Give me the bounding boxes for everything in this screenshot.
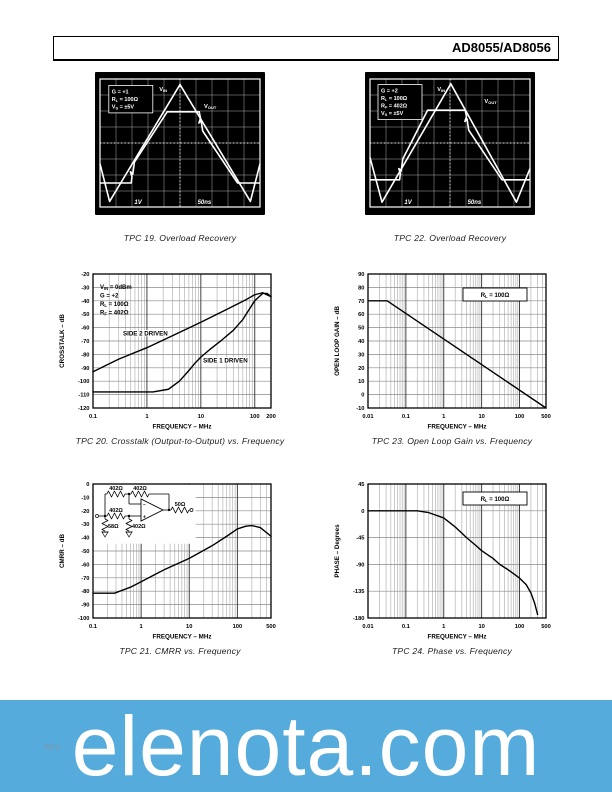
svg-text:VS = ±5V: VS = ±5V [381,111,404,118]
svg-text:-180: -180 [352,616,365,622]
svg-text:SIDE 2 DRIVEN: SIDE 2 DRIVEN [122,330,168,338]
caption-tpc19: TPC 19. Overload Recovery [123,233,237,243]
svg-text:0: 0 [361,508,365,515]
svg-text:-90: -90 [356,562,365,569]
watermark-text: elenota.com [71,699,541,792]
svg-text:0: 0 [361,392,365,399]
header-box [53,36,559,61]
svg-text:-40: -40 [81,535,90,542]
svg-text:10: 10 [478,414,485,420]
svg-text:10: 10 [197,414,205,420]
svg-text:−: − [143,502,146,509]
svg-text:10: 10 [358,379,365,386]
svg-text:1V: 1V [404,199,412,206]
chart-tpc20-crosstalk [55,268,283,436]
svg-text:CMRR – dB: CMRR – dB [59,533,66,569]
svg-text:0.01: 0.01 [362,624,374,630]
svg-text:50ns: 50ns [197,199,212,206]
svg-text:1V: 1V [134,199,142,206]
svg-text:402Ω: 402Ω [133,486,147,492]
svg-text:-50: -50 [81,312,90,319]
svg-text:1: 1 [442,624,446,630]
svg-text:30: 30 [358,352,365,359]
svg-text:100: 100 [249,414,260,420]
svg-text:500: 500 [266,624,276,630]
svg-text:500: 500 [541,414,551,420]
svg-text:-30: -30 [81,285,90,292]
svg-text:-60: -60 [81,562,90,569]
chart-tpc24-phase [330,478,558,646]
svg-text:RL = 100Ω: RL = 100Ω [100,302,129,309]
svg-text:45: 45 [358,482,365,488]
svg-text:-20: -20 [81,272,90,278]
svg-text:G = +2: G = +2 [100,293,119,300]
svg-text:1: 1 [139,624,143,630]
svg-text:-30: -30 [81,522,90,529]
svg-text:FREQUENCY – MHz: FREQUENCY – MHz [152,633,212,641]
svg-text:-135: -135 [352,589,365,596]
svg-text:-10: -10 [356,406,365,412]
svg-text:-100: -100 [77,379,90,386]
svg-text:0: 0 [86,482,90,488]
svg-text:-110: -110 [78,392,90,399]
svg-text:PHASE – Degrees: PHASE – Degrees [334,524,341,578]
caption-tpc23: TPC 23. Open Loop Gain vs. Frequency [371,436,533,446]
svg-text:+: + [143,514,146,521]
svg-text:-60: -60 [81,325,90,332]
caption-tpc21: TPC 21. CMRR vs. Frequency [119,646,241,656]
caption-tpc22: TPC 22. Overload Recovery [393,233,507,243]
svg-text:VS = ±5V: VS = ±5V [111,104,135,111]
svg-text:CROSSTALK – dB: CROSSTALK – dB [59,314,66,368]
svg-text:VOUT: VOUT [484,99,497,106]
oscilloscope-tpc19 [95,72,265,215]
svg-text:G = +2: G = +2 [381,88,398,95]
svg-text:100: 100 [514,414,525,420]
svg-text:FREQUENCY – MHz: FREQUENCY – MHz [427,423,487,431]
svg-text:10: 10 [186,624,193,630]
svg-text:RF = 402Ω: RF = 402Ω [381,103,408,110]
svg-text:50: 50 [358,325,365,332]
oscilloscope-tpc22 [365,72,535,215]
svg-text:80: 80 [358,285,365,292]
svg-text:VIN: VIN [159,87,168,94]
svg-text:-50: -50 [81,549,90,555]
svg-text:RL = 100Ω: RL = 100Ω [480,497,510,504]
svg-text:RL = 100Ω: RL = 100Ω [111,96,139,103]
svg-text:50Ω: 50Ω [174,502,186,508]
svg-text:0.1: 0.1 [89,624,97,630]
svg-text:1: 1 [442,414,446,420]
svg-text:402Ω: 402Ω [132,524,146,530]
svg-text:402Ω: 402Ω [109,486,123,492]
rev-label: REV. [44,743,62,752]
svg-text:0.1: 0.1 [401,624,410,630]
svg-text:60: 60 [358,312,365,319]
svg-text:-100: -100 [77,616,90,622]
svg-text:VOUT: VOUT [204,103,217,110]
svg-text:1: 1 [145,414,149,420]
svg-text:-45: -45 [356,535,365,542]
svg-text:70: 70 [358,298,365,305]
svg-text:RF = 402Ω: RF = 402Ω [100,310,129,317]
svg-text:-80: -80 [81,589,90,596]
svg-text:0.1: 0.1 [89,414,97,420]
svg-text:100: 100 [514,624,525,630]
svg-text:100: 100 [232,624,243,630]
svg-text:VIN = 0dBm: VIN = 0dBm [100,285,132,292]
chart-tpc23-open-loop-gain [330,268,558,436]
svg-text:-10: -10 [81,495,90,502]
svg-text:-20: -20 [81,508,90,515]
svg-text:50ns: 50ns [467,199,482,206]
svg-text:-120: -120 [77,406,90,412]
svg-text:20: 20 [358,365,365,372]
svg-text:SIDE 1 DRIVEN: SIDE 1 DRIVEN [203,357,248,365]
svg-text:-80: -80 [81,352,90,359]
svg-text:-90: -90 [81,602,90,609]
svg-text:-40: -40 [81,298,90,305]
chart-tpc21-cmrr [55,478,283,646]
svg-text:RL = 100Ω: RL = 100Ω [480,293,510,300]
caption-tpc20: TPC 20. Crosstalk (Output-to-Output) vs. Frequency [75,436,285,446]
svg-text:-70: -70 [81,339,90,345]
svg-text:402Ω: 402Ω [109,508,123,514]
svg-text:200: 200 [266,414,276,420]
svg-text:58Ω: 58Ω [108,524,119,530]
part-number-title: AD8055/AD8056 [451,40,551,55]
svg-text:10: 10 [478,624,485,630]
caption-tpc24: TPC 24. Phase vs. Frequency [391,646,513,656]
svg-text:0.1: 0.1 [401,414,410,420]
svg-text:-70: -70 [81,575,90,582]
svg-text:0.01: 0.01 [362,414,374,420]
svg-text:-90: -90 [81,365,90,372]
svg-text:40: 40 [358,339,365,345]
svg-text:OPEN LOOP GAIN – dB: OPEN LOOP GAIN – dB [334,306,341,376]
svg-text:500: 500 [541,624,551,630]
svg-text:VIN: VIN [437,87,446,94]
svg-text:G = +1: G = +1 [111,89,129,96]
svg-text:RL = 100Ω: RL = 100Ω [381,96,408,103]
svg-text:FREQUENCY – MHz: FREQUENCY – MHz [152,423,212,431]
svg-text:FREQUENCY – MHz: FREQUENCY – MHz [427,633,487,641]
svg-text:90: 90 [358,272,365,278]
